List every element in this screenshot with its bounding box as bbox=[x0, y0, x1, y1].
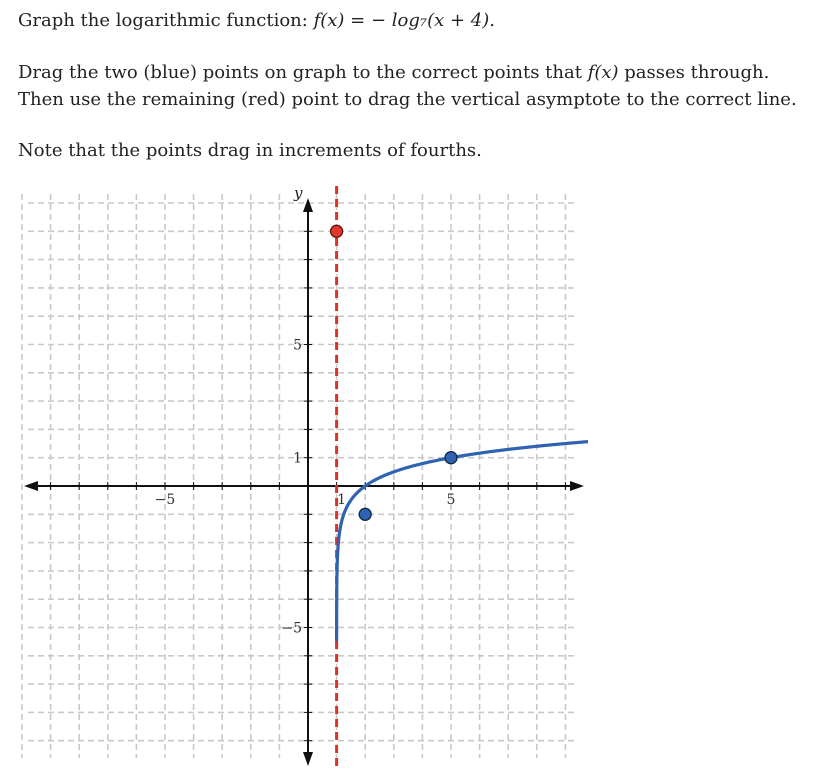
prompt-text: passes through. Then use the remaining (red) point to drag the vertical asymptote to the correct line. bbox=[18, 62, 797, 110]
prompt-line-1 bbox=[18, 7, 808, 34]
y-axis-up-arrow bbox=[303, 198, 313, 212]
graph-panel[interactable] bbox=[18, 184, 588, 768]
prompt-line-2 bbox=[18, 59, 808, 113]
x-tick-label: 5 bbox=[446, 492, 456, 508]
grid bbox=[22, 194, 588, 768]
prompt-line-3 bbox=[18, 137, 808, 164]
tick-labels bbox=[155, 184, 456, 637]
function-formula: f(x) = − log₇(x + 4). bbox=[313, 10, 495, 31]
y-tick-label: −5 bbox=[281, 620, 302, 637]
draggable-blue-point-1[interactable] bbox=[359, 508, 371, 520]
x-axis-right-arrow bbox=[570, 481, 584, 491]
prompt-text: Note that the points drag in increments of fourths. bbox=[18, 140, 482, 161]
y-axis-label: y bbox=[294, 184, 303, 202]
x-tick-label: −5 bbox=[154, 492, 176, 508]
prompt-text: Graph the logarithmic function: bbox=[18, 10, 308, 31]
y-axis-down-arrow bbox=[303, 752, 313, 766]
axes bbox=[24, 198, 584, 766]
x-axis-left-arrow bbox=[24, 481, 38, 491]
coordinate-plane[interactable] bbox=[18, 184, 588, 768]
draggable-blue-point-2[interactable] bbox=[445, 452, 457, 464]
asymptote-handle-red-point[interactable] bbox=[331, 225, 343, 237]
x-tick-label: 1 bbox=[337, 492, 347, 508]
y-tick-label: 5 bbox=[293, 337, 302, 354]
prompt-text: Drag the two (blue) points on graph to the correct points that bbox=[18, 62, 582, 83]
function-name: f(x) bbox=[587, 62, 619, 83]
curve-layer bbox=[337, 186, 588, 768]
y-tick-label: 1 bbox=[293, 450, 302, 467]
function-curve bbox=[337, 441, 588, 641]
